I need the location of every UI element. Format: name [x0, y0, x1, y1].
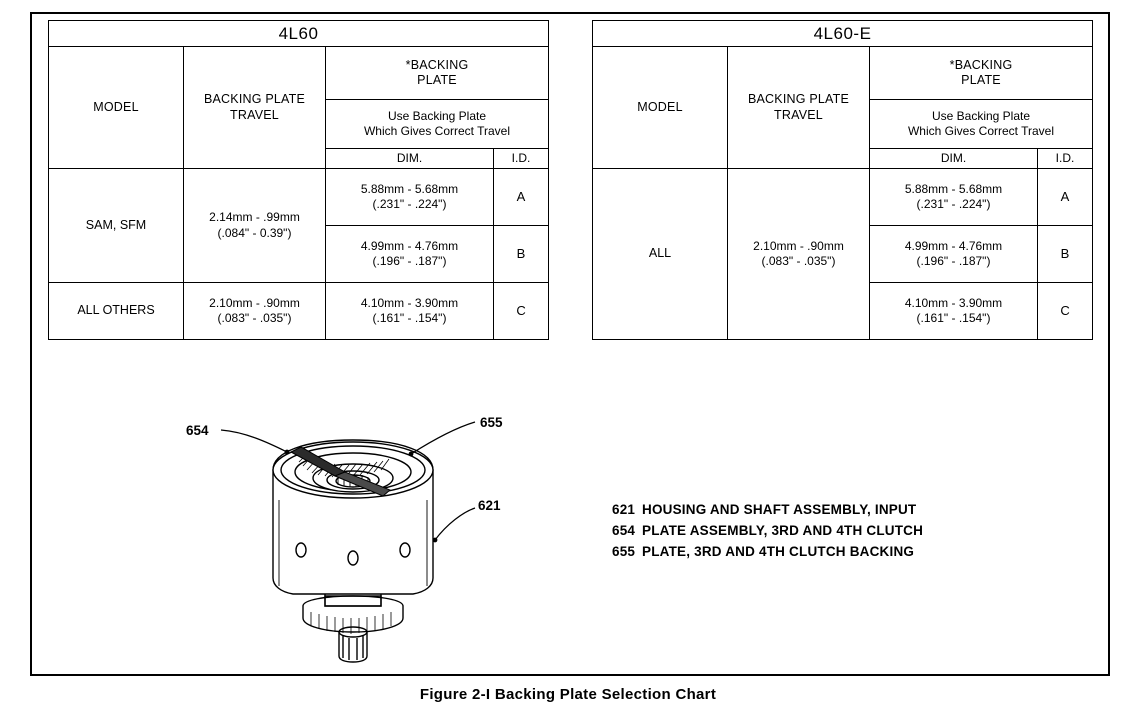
travel-in-e-1: (.083" - .035") — [761, 254, 836, 269]
travel-mm-e-1: 2.10mm - .90mm — [753, 238, 844, 253]
travel-mm-2: 2.10mm - .90mm — [209, 295, 300, 310]
table-row — [593, 47, 1093, 100]
table-row — [593, 169, 1093, 226]
plate-dim-in-b: (.196" - .187") — [372, 254, 447, 269]
legend-number-654: 654 — [612, 522, 636, 538]
plate-note-line2: Which Gives Correct Travel — [363, 124, 511, 139]
clutch-assembly-illustration — [175, 400, 555, 670]
plate-id-b: B — [494, 226, 549, 283]
callout-655: 655 — [480, 415, 503, 430]
assembly-drawing — [175, 400, 555, 670]
model-name-2: ALL OTHERS — [49, 283, 184, 340]
header-plate-line1: *BACKING — [405, 57, 469, 72]
plate-dim-in-a: (.231" - .224") — [372, 197, 447, 212]
plate-note-line2-e: Which Gives Correct Travel — [907, 124, 1055, 139]
travel-in-2: (.083" - .035") — [217, 311, 292, 326]
table-4l60e — [592, 20, 1092, 340]
plate-dim-c — [326, 283, 494, 340]
header-backing-plate-travel-e — [728, 47, 870, 169]
header-dim: DIM. — [326, 149, 494, 169]
legend-item — [612, 542, 923, 563]
plate-dim-e-a — [870, 169, 1038, 226]
plate-dim-mm-a: 5.88mm - 5.68mm — [360, 181, 459, 196]
plate-dim-mm-e-c: 4.10mm - 3.90mm — [904, 295, 1003, 310]
legend-text-654: PLATE ASSEMBLY, 3RD AND 4TH CLUTCH — [642, 522, 924, 538]
plate-note-line1: Use Backing Plate — [387, 109, 487, 124]
table-row — [49, 283, 549, 340]
legend-item — [612, 521, 923, 542]
plate-id-c: C — [494, 283, 549, 340]
header-plate-note — [326, 100, 549, 149]
plate-dim-mm-e-b: 4.99mm - 4.76mm — [904, 238, 1003, 253]
travel-mm-1: 2.14mm - .99mm — [209, 210, 300, 225]
header-backing-plate-travel — [184, 47, 326, 169]
header-travel-line1-e: BACKING PLATE — [747, 92, 849, 107]
table-row — [593, 21, 1093, 47]
header-backing-plate-e — [870, 47, 1093, 100]
model-travel-e-1 — [728, 169, 870, 340]
legend-item — [612, 500, 923, 521]
header-model-e: MODEL — [593, 47, 728, 169]
legend-text-621: HOUSING AND SHAFT ASSEMBLY, INPUT — [642, 502, 917, 517]
table-title-4l60: 4L60 — [49, 21, 549, 47]
legend-text-655: PLATE, 3RD AND 4TH CLUTCH BACKING — [642, 543, 915, 559]
header-travel-line2-e: TRAVEL — [774, 107, 823, 122]
header-plate-note-e — [870, 100, 1093, 149]
header-backing-plate — [326, 47, 549, 100]
legend-number-655: 655 — [612, 543, 636, 559]
table-4l60 — [48, 20, 548, 340]
plate-dim-in-c: (.161" - .154") — [372, 311, 447, 326]
table-row — [49, 47, 549, 100]
plate-dim-e-b — [870, 226, 1038, 283]
plate-id-a: A — [494, 169, 549, 226]
table-row — [49, 21, 549, 47]
legend-number-621: 621 — [612, 502, 636, 517]
plate-note-line1-e: Use Backing Plate — [931, 109, 1031, 124]
header-id-e: I.D. — [1038, 149, 1093, 169]
header-id: I.D. — [494, 149, 549, 169]
plate-dim-e-c — [870, 283, 1038, 340]
header-plate-line2-e: PLATE — [961, 73, 1001, 88]
header-travel-line2: TRAVEL — [230, 107, 279, 122]
plate-dim-in-e-b: (.196" - .187") — [916, 254, 991, 269]
model-name-1: SAM, SFM — [49, 169, 184, 283]
model-travel-1 — [184, 169, 326, 283]
header-travel-line1: BACKING PLATE — [203, 92, 305, 107]
header-model: MODEL — [49, 47, 184, 169]
callout-654: 654 — [186, 423, 209, 438]
model-travel-2 — [184, 283, 326, 340]
plate-dim-b — [326, 226, 494, 283]
parts-legend — [612, 500, 923, 563]
plate-id-e-c: C — [1038, 283, 1093, 340]
model-name-e-1: ALL — [593, 169, 728, 340]
plate-id-e-a: A — [1038, 169, 1093, 226]
figure-caption: Figure 2-I Backing Plate Selection Chart — [419, 686, 717, 703]
plate-dim-mm-b: 4.99mm - 4.76mm — [360, 238, 459, 253]
plate-dim-a — [326, 169, 494, 226]
plate-dim-in-e-c: (.161" - .154") — [916, 311, 991, 326]
header-dim-e: DIM. — [870, 149, 1038, 169]
callout-621: 621 — [478, 498, 501, 513]
plate-dim-mm-e-a: 5.88mm - 5.68mm — [904, 181, 1003, 196]
header-plate-line1-e: *BACKING — [949, 57, 1013, 72]
plate-dim-in-e-a: (.231" - .224") — [916, 197, 991, 212]
table-title-4l60e: 4L60-E — [593, 21, 1093, 47]
table-row — [49, 169, 549, 226]
travel-in-1: (.084" - 0.39") — [217, 225, 292, 240]
header-plate-line2: PLATE — [417, 73, 457, 88]
plate-dim-mm-c: 4.10mm - 3.90mm — [360, 295, 459, 310]
plate-id-e-b: B — [1038, 226, 1093, 283]
